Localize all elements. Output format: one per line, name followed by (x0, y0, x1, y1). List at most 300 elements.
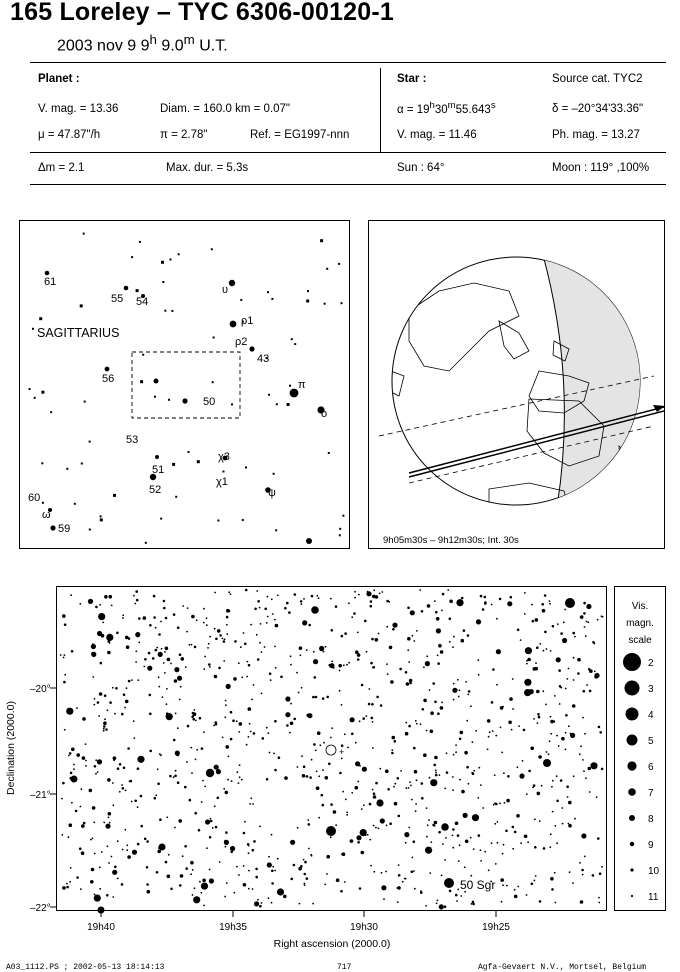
ytick-label-3: –22° (30, 903, 51, 914)
chart-star (112, 804, 114, 806)
finder-faint-star (213, 337, 215, 339)
chart-star (516, 814, 520, 818)
chart-star (127, 747, 130, 750)
chart-star (452, 776, 454, 778)
chart-star (601, 615, 603, 617)
chart-star (563, 621, 565, 623)
chart-star (126, 645, 130, 649)
finder-faint-star (289, 385, 291, 387)
chart-star (449, 890, 452, 893)
chart-star (560, 779, 563, 782)
chart-star (568, 801, 572, 805)
chart-star (134, 737, 136, 739)
finder-star-label: χ1 (216, 476, 228, 488)
chart-star (224, 896, 226, 898)
chart-star (238, 782, 240, 784)
chart-star (146, 883, 149, 886)
chart-star (422, 708, 425, 711)
chart-star (434, 756, 438, 760)
chart-star (433, 764, 436, 767)
chart-star (250, 731, 252, 733)
chart-star (371, 717, 374, 720)
chart-star (508, 721, 512, 725)
chart-star (213, 725, 215, 727)
chart-star (524, 679, 531, 686)
chart-star (104, 595, 108, 599)
chart-star (165, 647, 169, 651)
chart-star (250, 797, 252, 799)
chart-star (521, 773, 523, 775)
chart-star (477, 797, 479, 799)
chart-star (122, 849, 124, 851)
chart-star (414, 888, 416, 890)
planet-vmag: V. mag. = 13.36 (38, 103, 119, 115)
legend-magnitude-label: 11 (648, 892, 659, 903)
chart-star (527, 658, 531, 662)
finder-faint-star (341, 302, 343, 304)
chart-star (409, 781, 411, 783)
finder-star (229, 280, 235, 286)
chart-star (397, 777, 400, 780)
chart-star (137, 806, 139, 808)
chart-star (583, 612, 586, 615)
chart-star (284, 607, 287, 610)
chart-star (187, 725, 190, 728)
chart-star (94, 765, 97, 768)
chart-star (405, 842, 407, 844)
chart-star (387, 673, 389, 675)
chart-star (399, 668, 402, 671)
chart-star (280, 676, 283, 679)
chart-star (94, 894, 96, 896)
chart-star (246, 744, 248, 746)
finder-faint-star (212, 381, 214, 383)
chart-star (446, 752, 448, 754)
chart-star (301, 755, 303, 757)
chart-star (149, 624, 152, 627)
star-heading: Star : (397, 73, 427, 85)
chart-star (186, 761, 188, 763)
chart-star (389, 646, 393, 650)
chart-star (505, 830, 508, 833)
chart-star (461, 597, 464, 600)
ytick-label-1: –20° (30, 684, 51, 695)
chart-star (560, 632, 563, 635)
chart-star (331, 727, 333, 729)
finder-star (124, 286, 129, 291)
chart-star (68, 836, 70, 838)
chart-star (174, 667, 179, 672)
chart-star (299, 903, 301, 905)
chart-star (484, 851, 486, 853)
chart-star (64, 654, 66, 656)
chart-star (373, 825, 375, 827)
chart-star (206, 847, 208, 849)
chart-star (270, 679, 272, 681)
chart-star (318, 597, 320, 599)
legend-magnitude-dot (628, 788, 636, 796)
chart-star (121, 883, 124, 886)
chart-star (137, 679, 139, 681)
chart-star (140, 795, 143, 798)
chart-star (388, 601, 390, 603)
chart-star (64, 623, 67, 626)
chart-star (268, 897, 270, 899)
finder-faint-star (245, 467, 247, 469)
chart-star (223, 660, 225, 662)
chart-star (405, 671, 408, 674)
chart-star (94, 853, 96, 855)
finder-star-label: 59 (58, 523, 71, 535)
chart-star (533, 718, 535, 720)
chart-star (169, 775, 172, 778)
chart-star (482, 608, 485, 611)
chart-star (230, 851, 233, 854)
chart-star (322, 804, 325, 807)
finder-faint-star (211, 248, 213, 250)
chart-star (421, 797, 424, 800)
star-right-ascension (397, 100, 496, 116)
chart-star (350, 839, 354, 843)
chart-star (297, 766, 299, 768)
chart-star (165, 861, 168, 864)
chart-star (472, 814, 479, 821)
chart-star (405, 732, 409, 736)
chart-star (577, 672, 580, 675)
planet-heading: Planet : (38, 73, 80, 85)
chart-star (138, 617, 141, 620)
finder-faint-star (326, 268, 328, 270)
chart-star (376, 696, 379, 699)
chart-star (223, 788, 225, 790)
chart-star (397, 901, 399, 903)
planet-diameter: Diam. = 160.0 km = 0.07" (160, 103, 291, 115)
chart-star (80, 888, 82, 890)
chart-star (271, 834, 273, 836)
chart-star (326, 873, 328, 875)
chart-star (420, 723, 422, 725)
chart-star (512, 708, 514, 710)
chart-star (414, 770, 418, 774)
chart-star (379, 768, 381, 770)
finder-star-label: υ (222, 284, 229, 296)
chart-star (471, 903, 473, 905)
chart-star (156, 647, 158, 649)
chart-star (348, 602, 350, 604)
chart-star (73, 768, 75, 770)
finder-faint-star (273, 473, 275, 475)
chart-star (143, 666, 145, 668)
chart-star (239, 764, 241, 766)
chart-star (95, 606, 98, 609)
chart-star (400, 770, 402, 772)
chart-star (298, 867, 302, 871)
chart-star (63, 681, 66, 684)
chart-star (209, 869, 211, 871)
chart-star (131, 801, 133, 803)
finder-faint-star (171, 310, 173, 312)
legend-magnitude-label: 5 (648, 736, 654, 747)
finder-star-label: 50 (203, 396, 216, 408)
chart-star (580, 745, 582, 747)
chart-star (442, 843, 444, 845)
finder-star-label: ω (42, 509, 51, 521)
chart-star (589, 690, 592, 693)
chart-star (579, 753, 581, 755)
chart-star (512, 678, 514, 680)
finder-faint-star (136, 289, 139, 292)
chart-star (254, 901, 259, 906)
chart-star (76, 753, 80, 757)
chart-star (354, 597, 356, 599)
hour-unit: h (149, 32, 157, 47)
chart-star (552, 780, 554, 782)
chart-star (357, 632, 359, 634)
chart-star (478, 767, 480, 769)
chart-star (93, 822, 95, 824)
chart-star (551, 786, 553, 788)
chart-star (184, 845, 187, 848)
finder-faint-star (145, 542, 147, 544)
chart-star (148, 652, 151, 655)
star-vmag: V. mag. = 11.46 (397, 129, 477, 141)
chart-star (569, 871, 571, 873)
finder-faint-star (307, 290, 309, 292)
chart-star (351, 733, 354, 736)
ut-text: U.T. (194, 37, 228, 55)
chart-star (290, 840, 295, 845)
chart-star (103, 721, 107, 725)
chart-star (119, 791, 121, 793)
chart-star (561, 807, 563, 809)
chart-star (341, 758, 343, 760)
chart-star (108, 812, 112, 816)
chart-star (584, 626, 586, 628)
chart-star (368, 703, 371, 706)
chart-star (355, 761, 360, 766)
chart-star (545, 704, 547, 706)
chart-star (185, 666, 187, 668)
chart-star (109, 595, 113, 599)
chart-star (209, 878, 214, 883)
chart-bright-star (71, 776, 78, 783)
chart-star (460, 895, 462, 897)
chart-star (311, 855, 313, 857)
chart-star (341, 635, 344, 638)
chart-star (330, 737, 332, 739)
chart-star (154, 797, 157, 800)
finder-star-label: ο (321, 408, 328, 420)
chart-star (514, 889, 516, 891)
chart-star (255, 876, 258, 879)
chart-star (222, 737, 224, 739)
finder-faint-star (172, 463, 175, 466)
chart-star (203, 731, 205, 733)
chart-star (500, 878, 504, 882)
chart-star (495, 735, 497, 737)
chart-star (219, 634, 222, 637)
chart-star (580, 900, 584, 904)
chart-star (272, 866, 274, 868)
chart-star (572, 632, 575, 635)
chart-star (199, 717, 202, 720)
chart-star (535, 875, 537, 877)
chart-star (444, 788, 446, 790)
chart-star (108, 862, 110, 864)
chart-star (175, 770, 177, 772)
chart-star (501, 901, 503, 903)
chart-star (517, 886, 519, 888)
finder-star (306, 538, 312, 544)
chart-star (437, 655, 439, 657)
chart-star (440, 650, 444, 654)
chart-star (219, 861, 221, 863)
chart-star (457, 889, 459, 891)
chart-star (135, 632, 140, 637)
chart-star (421, 782, 424, 785)
chart-star (555, 902, 557, 904)
chart-star (248, 870, 250, 872)
legend-magnitude-dot (631, 895, 633, 897)
moon-elongation: Moon : 119° ,100% (552, 162, 650, 174)
chart-star (313, 743, 316, 746)
chart-star (85, 760, 87, 762)
chart-star (435, 611, 438, 614)
chart-star (535, 618, 539, 622)
chart-star (370, 865, 372, 867)
chart-star (166, 713, 173, 720)
chart-star (124, 707, 126, 709)
chart-star (383, 898, 385, 900)
chart-star (224, 638, 226, 640)
finder-star-label: ρ2 (235, 336, 248, 348)
chart-star (562, 823, 564, 825)
chart-star (480, 784, 482, 786)
chart-star (274, 646, 276, 648)
chart-star (94, 698, 96, 700)
chart-star (585, 777, 587, 779)
chart-star (205, 819, 210, 824)
chart-star (266, 778, 269, 781)
chart-star (241, 677, 243, 679)
chart-star (164, 672, 166, 674)
chart-star (149, 750, 152, 753)
finder-faint-star (50, 411, 52, 413)
chart-star (238, 731, 240, 733)
chart-star (550, 877, 554, 881)
chart-star (556, 735, 558, 737)
chart-star (81, 851, 85, 855)
chart-star (351, 792, 353, 794)
chart-star (456, 689, 458, 691)
chart-star (117, 878, 119, 880)
chart-star (420, 891, 423, 894)
chart-star (514, 831, 517, 834)
finder-faint-star (139, 241, 141, 243)
finder-star (45, 271, 50, 276)
chart-star (306, 775, 309, 778)
chart-star (195, 759, 197, 761)
chart-star (404, 832, 409, 837)
chart-star (502, 706, 504, 708)
chart-star (480, 595, 483, 598)
chart-star (214, 592, 216, 594)
finder-star (230, 321, 237, 328)
chart-star (457, 679, 459, 681)
chart-star (413, 747, 416, 750)
chart-star (445, 837, 447, 839)
chart-star (186, 631, 188, 633)
finder-faint-star (41, 391, 44, 394)
chart-star (322, 697, 325, 700)
chart-star (109, 822, 111, 824)
chart-star (357, 658, 360, 661)
chart-star (364, 620, 367, 623)
chart-star (300, 654, 302, 656)
chart-star (312, 696, 315, 699)
chart-bright-star (565, 598, 575, 608)
chart-star (572, 882, 574, 884)
chart-star (259, 607, 261, 609)
chart-star (264, 646, 266, 648)
chart-star (179, 699, 181, 701)
legend-magnitude-label: 10 (648, 866, 660, 877)
delta-magnitude: Δm = 2.1 (38, 162, 85, 174)
chart-star (444, 859, 446, 861)
chart-star (392, 628, 395, 631)
chart-star (137, 756, 144, 763)
chart-star (568, 823, 570, 825)
chart-star (429, 777, 431, 779)
chart-star (339, 772, 342, 775)
chart-star (541, 785, 543, 787)
chart-star (230, 593, 232, 595)
chart-star (487, 749, 489, 751)
chart-star (308, 848, 310, 850)
chart-star (126, 687, 128, 689)
chart-star (128, 680, 131, 683)
chart-star (109, 701, 112, 704)
chart-star (271, 902, 273, 904)
chart-star (369, 803, 372, 806)
chart-star (261, 693, 263, 695)
chart-star (121, 784, 123, 786)
chart-star (167, 658, 171, 662)
chart-star (204, 656, 206, 658)
chart-star (313, 651, 315, 653)
chart-star (319, 646, 324, 651)
finder-faint-star (328, 452, 330, 454)
finder-faint-star (168, 399, 170, 401)
chart-star (370, 605, 373, 608)
chart-star (191, 716, 194, 719)
chart-star (491, 604, 493, 606)
chart-star (101, 851, 103, 853)
xtick-label-1: 19h40 (87, 922, 115, 933)
chart-star (502, 884, 504, 886)
chart-star (157, 783, 160, 786)
legend-magnitude-label: 2 (648, 658, 654, 669)
chart-star (532, 787, 534, 789)
chart-star (277, 595, 279, 597)
chart-star (198, 829, 201, 832)
chart-star (69, 823, 73, 827)
finder-star-label: 56 (102, 373, 115, 385)
finder-star (50, 525, 55, 530)
chart-star (492, 668, 495, 671)
chart-star (488, 736, 490, 738)
chart-star (307, 714, 311, 718)
